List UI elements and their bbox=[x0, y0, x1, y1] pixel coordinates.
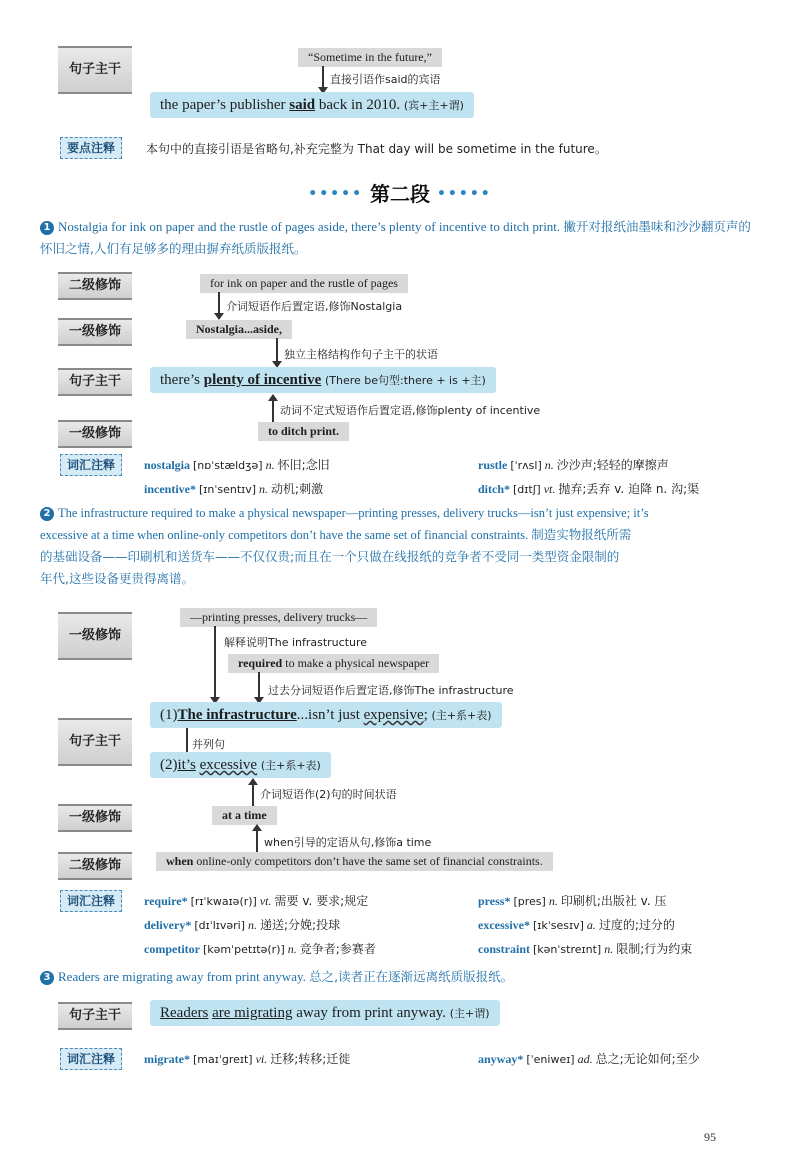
sentence-1 bbox=[40, 216, 752, 260]
star-icon: * bbox=[183, 1052, 190, 1066]
sentence-english: The infrastructure required to make a physical newspaper—printing presses, delivery trucks—isn’t just expensive; it’s bbox=[58, 506, 649, 520]
section-title bbox=[0, 178, 800, 207]
vocab-entry bbox=[144, 1050, 350, 1067]
core-structure: (主+谓) bbox=[449, 1007, 490, 1020]
core-text: ; bbox=[423, 707, 428, 723]
sentence-chinese: 总之,读者正在逐渐远离纸质版报纸。 bbox=[309, 969, 514, 984]
decor-dots: ••••• bbox=[308, 186, 364, 202]
core-verb: said bbox=[289, 97, 316, 113]
vocab-word: delivery bbox=[144, 918, 186, 932]
vocab-phonetic: [ˈrʌsl] bbox=[510, 459, 542, 472]
vocab-meaning: 迁移;转移;迁徙 bbox=[270, 1052, 351, 1066]
modifier-box bbox=[228, 654, 439, 673]
core-subject: plenty of incentive bbox=[203, 372, 322, 388]
core-subject: Readers bbox=[160, 1005, 209, 1021]
grammar-note: 过去分词短语作后置定语,修饰The infrastructure bbox=[268, 684, 514, 697]
up-arrow-icon bbox=[252, 784, 254, 806]
vocab-entry bbox=[478, 892, 666, 909]
section-title-text: 第二段 bbox=[370, 182, 430, 206]
core-verb: are migrating bbox=[212, 1005, 293, 1021]
vocab-word: competitor bbox=[144, 942, 200, 956]
modifier-keyword: required bbox=[238, 656, 283, 670]
sentence-core-label: 句子主干 bbox=[58, 368, 132, 396]
vocab-entry bbox=[144, 456, 330, 473]
modifier-box: at a time bbox=[212, 806, 277, 825]
vocab-entry bbox=[478, 1050, 700, 1067]
sentence-core bbox=[150, 367, 496, 393]
vocab-meaning: 印刷机;出版社 v. 压 bbox=[560, 894, 667, 908]
vocab-pos: n. bbox=[259, 482, 269, 496]
sentence-chinese: 年代,这些设备更贵得离谱。 bbox=[40, 571, 194, 586]
core-text: away from print anyway. bbox=[292, 1005, 447, 1021]
modifier-text: online-only competitors don’t have the same set of financial constraints. bbox=[193, 854, 543, 868]
vocab-word: constraint bbox=[478, 942, 530, 956]
star-icon: * bbox=[504, 894, 511, 908]
vocab-pos: vt. bbox=[259, 894, 272, 908]
sentence-3 bbox=[40, 966, 752, 988]
core-subject: it’s bbox=[177, 757, 196, 773]
sentence-number-badge: 2 bbox=[40, 507, 54, 521]
vocab-pos: a. bbox=[586, 918, 596, 932]
modifier-keyword: when bbox=[166, 854, 194, 868]
vocab-entry bbox=[144, 940, 376, 957]
core-subject: The infrastructure bbox=[177, 707, 297, 723]
vocab-phonetic: [kənˈstreɪnt] bbox=[533, 943, 602, 956]
modifier-box bbox=[156, 852, 553, 871]
sentence-english: Readers are migrating away from print anyway. bbox=[58, 969, 306, 984]
core-structure: (宾+主+谓) bbox=[403, 99, 464, 112]
quote-box: “Sometime in the future,” bbox=[298, 48, 442, 67]
star-icon: * bbox=[185, 918, 192, 932]
modifier-label-level2: 二级修饰 bbox=[58, 852, 132, 880]
vocab-phonetic: [ɪnˈsentɪv] bbox=[199, 483, 257, 496]
page-number: 95 bbox=[704, 1130, 716, 1144]
vocab-phonetic: [pres] bbox=[513, 895, 546, 908]
vocab-meaning: 过度的;过分的 bbox=[598, 918, 675, 932]
vocab-meaning: 总之;无论如何;至少 bbox=[595, 1052, 700, 1066]
grammar-note: 并列句 bbox=[192, 738, 225, 751]
grammar-note: when引导的定语从句,修饰a time bbox=[264, 836, 432, 849]
vocab-pos: n. bbox=[544, 458, 554, 472]
grammar-note: 介词短语作(2)句的时间状语 bbox=[260, 788, 397, 801]
up-arrow-icon bbox=[256, 830, 258, 852]
vocab-word: press bbox=[478, 894, 505, 908]
core-text: back in 2010. bbox=[315, 97, 401, 113]
vocab-phonetic: [dɪtʃ] bbox=[513, 483, 541, 496]
grammar-note: 独立主格结构作句子主干的状语 bbox=[284, 348, 438, 361]
sentence-core-1 bbox=[150, 702, 502, 728]
up-arrow-icon bbox=[272, 400, 274, 422]
vocab-meaning: 竞争者;参赛者 bbox=[299, 942, 376, 956]
vocab-word: ditch bbox=[478, 482, 505, 496]
vocab-pos: n. bbox=[604, 942, 614, 956]
vocab-pos: ad. bbox=[577, 1052, 593, 1066]
vocab-meaning: 怀旧;念旧 bbox=[277, 458, 330, 472]
vocab-pos: vt. bbox=[543, 482, 556, 496]
sentence-core bbox=[150, 92, 474, 118]
quote-note: 直接引语作said的宾语 bbox=[330, 73, 441, 86]
vocab-meaning: 限制;行为约束 bbox=[616, 942, 693, 956]
vocab-pos: n. bbox=[248, 918, 258, 932]
vocab-word: rustle bbox=[478, 458, 508, 472]
vocab-word: nostalgia bbox=[144, 458, 191, 472]
vocab-entry bbox=[478, 916, 675, 933]
vocab-pos: n. bbox=[287, 942, 297, 956]
sentence-chinese: 制造实物报纸所需 bbox=[531, 527, 632, 542]
vocab-pos: vi. bbox=[255, 1052, 268, 1066]
vocab-meaning: 需要 v. 要求;规定 bbox=[274, 894, 369, 908]
core-structure: (主+系+表) bbox=[431, 709, 492, 722]
core-structure: (There be句型:there + is +主) bbox=[324, 374, 486, 387]
key-note-tag: 要点注释 bbox=[60, 137, 122, 159]
vocab-phonetic: [dɪˈlɪvəri] bbox=[194, 919, 246, 932]
vocab-entry bbox=[478, 456, 669, 473]
down-arrow-icon bbox=[218, 292, 220, 314]
sentence-english: Nostalgia for ink on paper and the rustle of pages aside, there’s plenty of incentive to ditch print. bbox=[58, 219, 561, 234]
down-arrow-icon bbox=[214, 626, 216, 698]
vocab-entry bbox=[144, 916, 340, 933]
star-icon: * bbox=[181, 894, 188, 908]
vocab-phonetic: [ɪkˈsesɪv] bbox=[532, 919, 584, 932]
star-icon: * bbox=[517, 1052, 524, 1066]
vocab-entry bbox=[144, 480, 323, 497]
modifier-box: for ink on paper and the rustle of pages bbox=[200, 274, 408, 293]
vocab-phonetic: [ˈeniweɪ] bbox=[526, 1053, 575, 1066]
vocab-entry bbox=[478, 480, 699, 497]
vocab-pos: n. bbox=[548, 894, 558, 908]
grammar-note: 介词短语作后置定语,修饰Nostalgia bbox=[226, 300, 403, 313]
core-predicative: excessive bbox=[199, 757, 258, 773]
core-structure: (主+系+表) bbox=[260, 759, 321, 772]
core-predicative: expensive bbox=[363, 707, 424, 723]
core-text: ...isn’t just bbox=[296, 707, 364, 723]
modifier-box: —printing presses, delivery trucks— bbox=[180, 608, 377, 627]
sentence-core-label: 句子主干 bbox=[58, 46, 132, 94]
sentence-core bbox=[150, 1000, 500, 1026]
core-text: (2) bbox=[160, 757, 178, 773]
sentence-core-label: 句子主干 bbox=[58, 1002, 132, 1030]
vocab-phonetic: [maɪˈɡreɪt] bbox=[192, 1053, 253, 1066]
vocab-phonetic: [nɒˈstældʒə] bbox=[193, 459, 263, 472]
vocab-meaning: 沙沙声;轻轻的摩擦声 bbox=[556, 458, 669, 472]
sentence-chinese: 撇开对报纸油墨味和沙沙翻页声的怀旧之情,人们有足够多的理由摒弃纸质版报纸。 bbox=[40, 219, 751, 256]
vocab-entry bbox=[144, 892, 368, 909]
vocab-word: excessive bbox=[478, 918, 524, 932]
vocab-meaning: 动机;刺激 bbox=[271, 482, 324, 496]
vocab-tag: 词汇注释 bbox=[60, 454, 122, 476]
down-arrow-icon bbox=[276, 338, 278, 362]
modifier-box: Nostalgia...aside, bbox=[186, 320, 292, 339]
modifier-label-level2: 二级修饰 bbox=[58, 272, 132, 300]
modifier-label-level1: 一级修饰 bbox=[58, 420, 132, 448]
grammar-note: 解释说明The infrastructure bbox=[224, 636, 368, 649]
vocab-pos: n. bbox=[265, 458, 275, 472]
connector-line bbox=[186, 728, 188, 754]
sentence-core-label: 句子主干 bbox=[58, 718, 132, 766]
vocab-tag: 词汇注释 bbox=[60, 1048, 122, 1070]
star-icon: * bbox=[190, 482, 196, 496]
grammar-note: 动词不定式短语作后置定语,修饰plenty of incentive bbox=[280, 404, 541, 417]
vocab-tag: 词汇注释 bbox=[60, 890, 122, 912]
star-icon: * bbox=[504, 482, 511, 496]
vocab-word: migrate bbox=[144, 1052, 184, 1066]
sentence-core-2 bbox=[150, 752, 331, 778]
sentence-english: excessive at a time when online-only competitors don’t have the same set of financial constraints. bbox=[40, 528, 529, 542]
sentence-2 bbox=[40, 502, 752, 590]
modifier-label-level1: 一级修饰 bbox=[58, 804, 132, 832]
sentence-number-badge: 3 bbox=[40, 971, 54, 985]
key-note-text: 本句中的直接引语是省略句,补充完整为 That day will be sometime in the future。 bbox=[146, 142, 607, 156]
vocab-entry bbox=[478, 940, 692, 957]
vocab-word: anyway bbox=[478, 1052, 518, 1066]
vocab-phonetic: [rɪˈkwaɪə(r)] bbox=[190, 895, 257, 908]
sentence-chinese: 的基础设备——印刷机和送货车——不仅仅贵;而且在一个只做在线报纸的竞争者不受同一类型资金限制的 bbox=[40, 549, 620, 564]
core-text: (1) bbox=[160, 707, 178, 723]
vocab-phonetic: [kəmˈpetɪtə(r)] bbox=[202, 943, 285, 956]
core-text: there’s bbox=[160, 372, 204, 388]
vocab-word: incentive bbox=[144, 482, 190, 496]
vocab-meaning: 抛弃;丢弃 v. 迫降 n. 沟;渠 bbox=[558, 482, 700, 496]
down-arrow-icon bbox=[258, 672, 260, 698]
vocab-word: require bbox=[144, 894, 182, 908]
modifier-label-level1: 一级修饰 bbox=[58, 318, 132, 346]
modifier-label-level1: 一级修饰 bbox=[58, 612, 132, 660]
modifier-box: to ditch print. bbox=[258, 422, 349, 441]
core-text: the paper’s publisher bbox=[160, 97, 290, 113]
vocab-meaning: 递送;分娩;投球 bbox=[260, 918, 341, 932]
star-icon: * bbox=[523, 918, 530, 932]
sentence-number-badge: 1 bbox=[40, 221, 54, 235]
modifier-text: to make a physical newspaper bbox=[282, 656, 430, 670]
down-arrow-icon bbox=[322, 66, 324, 88]
decor-dots: ••••• bbox=[436, 186, 492, 202]
